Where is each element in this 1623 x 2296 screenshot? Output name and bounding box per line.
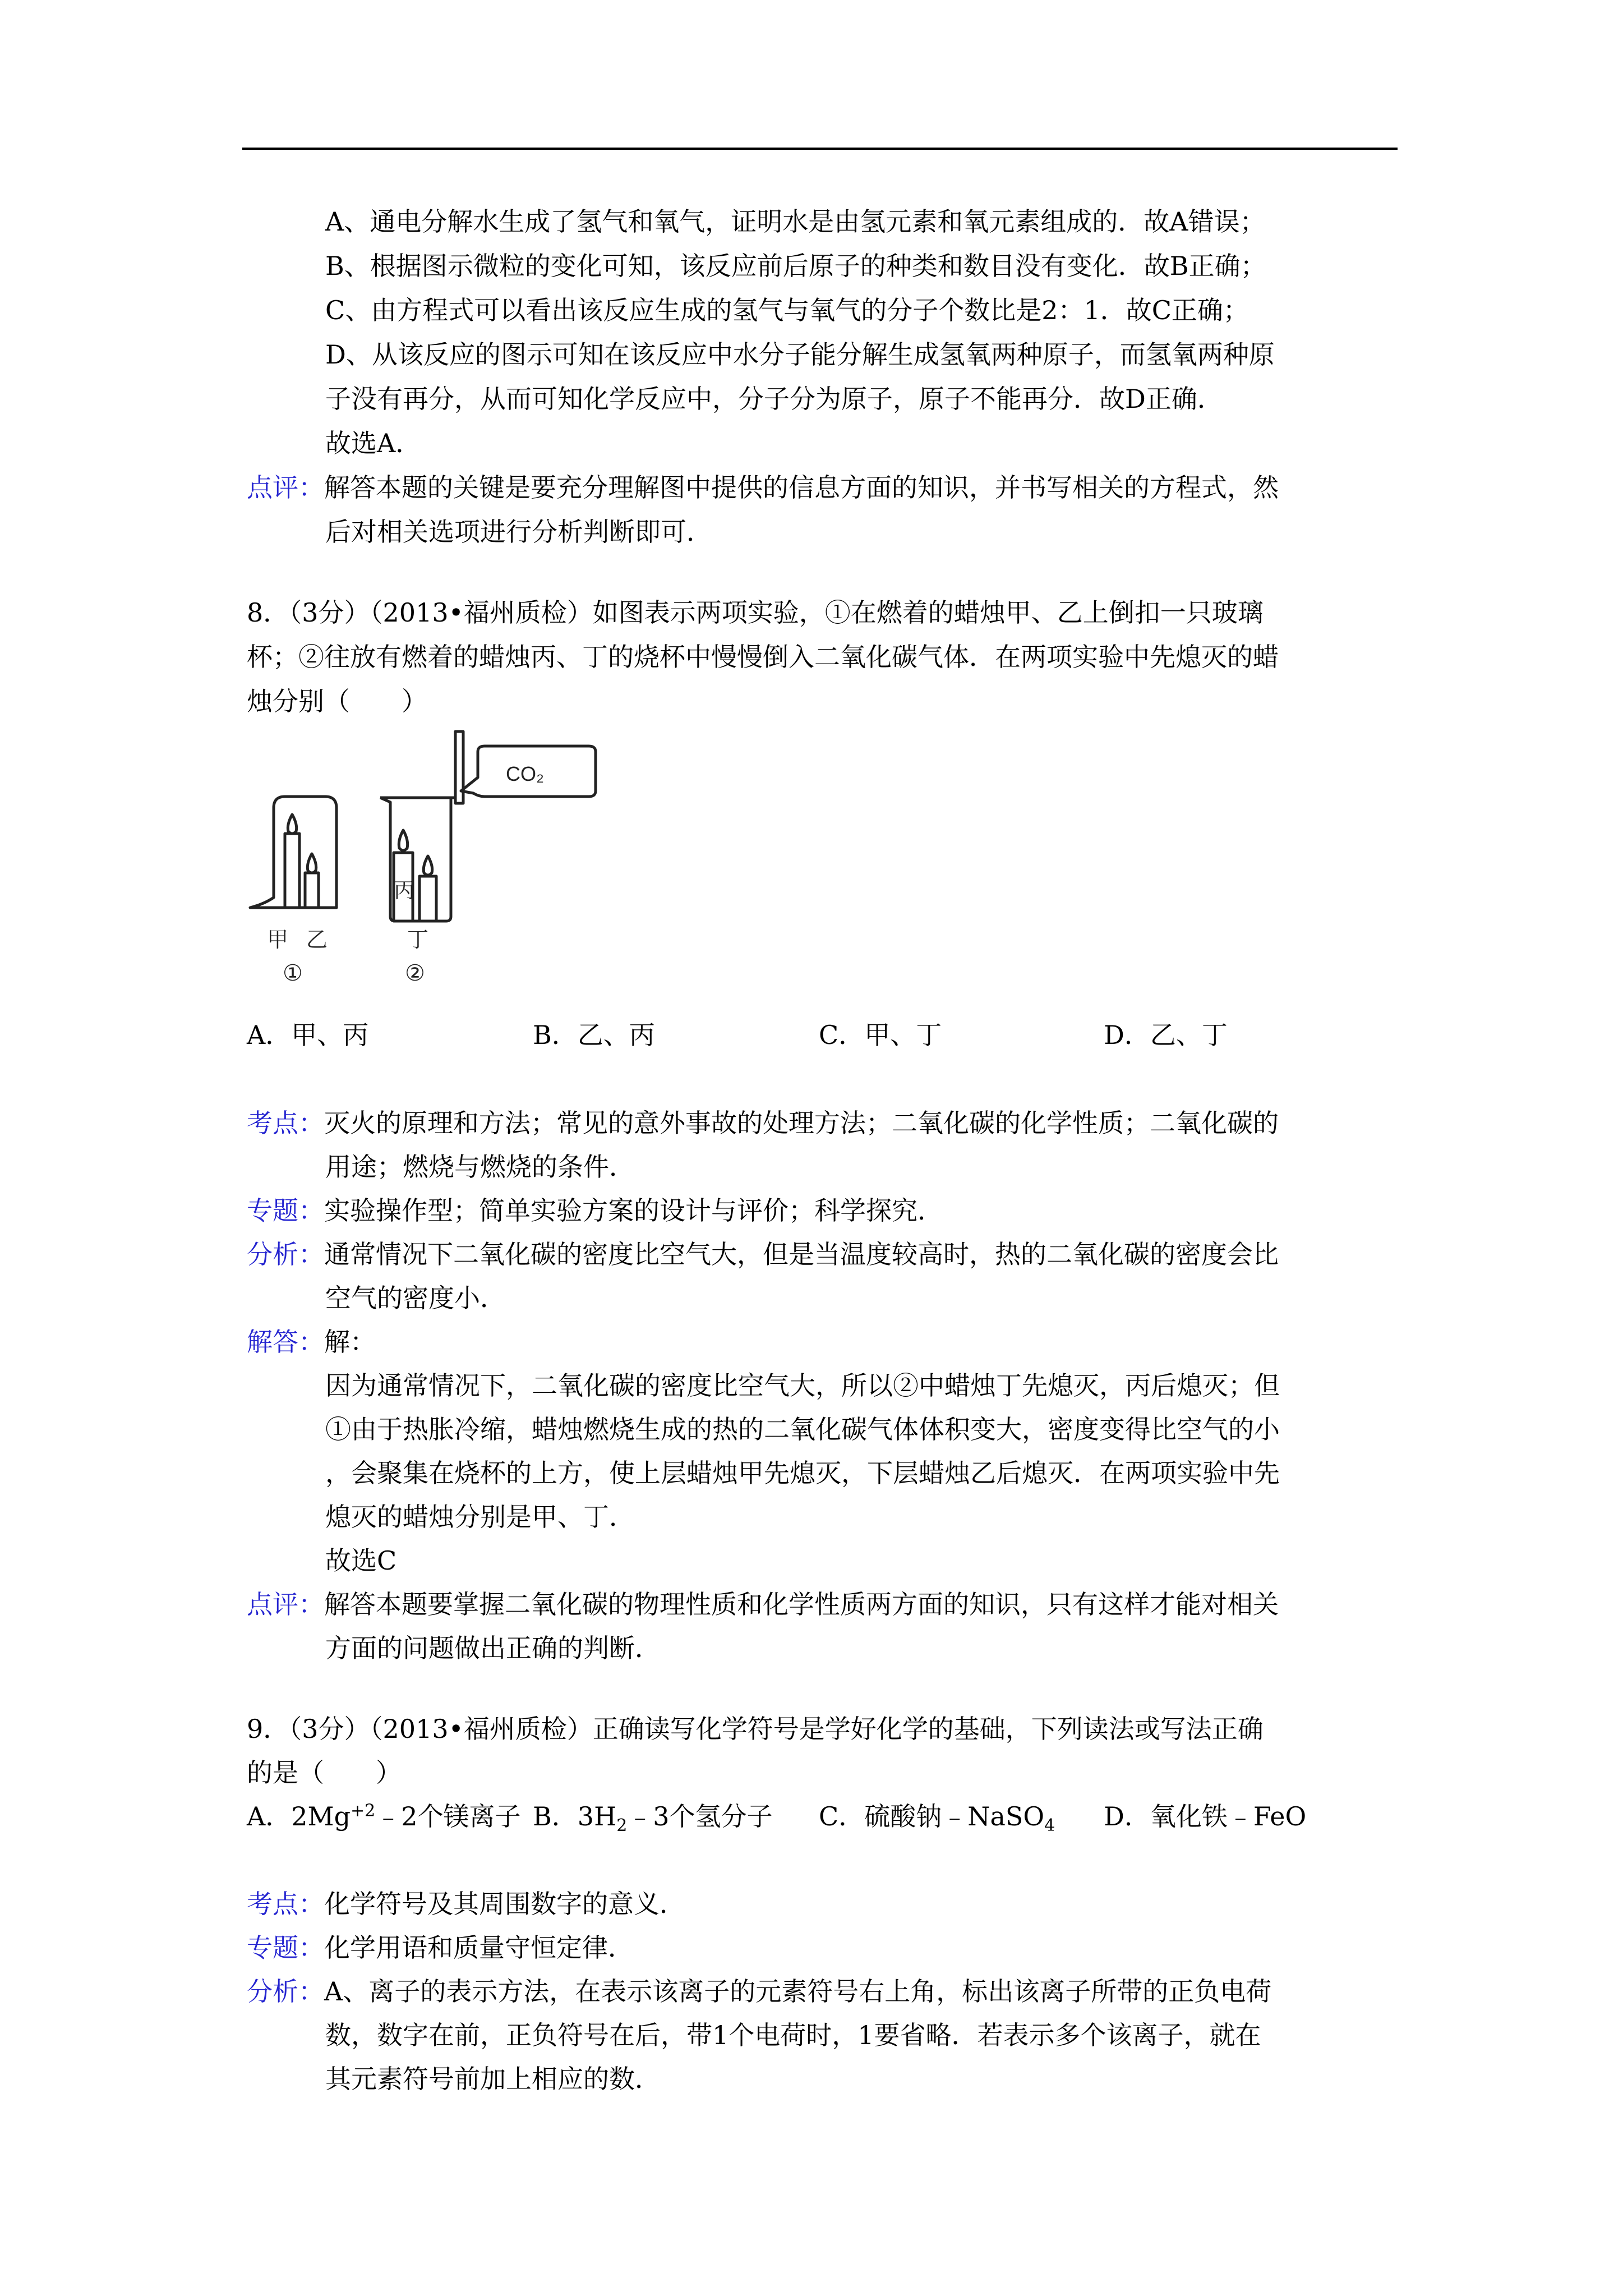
kaodian-label: 考点：: [247, 1889, 324, 1919]
flame-yi: [307, 854, 316, 873]
inverted-glass: [250, 797, 336, 908]
sol7-d1: D、从该反应的图示可知在该反应中水分子能分解生成氢氧两种原子，而氢氧两种原: [325, 339, 1275, 370]
q8-fenxi: [247, 1237, 1279, 1271]
q9-line2: 的是（ ）: [247, 1757, 402, 1788]
q9-fenxi: [247, 1975, 1271, 2008]
zhuanti-label: 专题：: [247, 1932, 324, 1963]
q8-jieda1: 因为通常情况下，二氧化碳的密度比空气大，所以②中蜡烛丁先熄灭，丙后熄灭；但: [325, 1370, 1280, 1401]
yi-label: 乙: [306, 927, 328, 952]
zhuanti-text: 化学用语和质量守恒定律．: [324, 1932, 634, 1963]
candle-ding: [419, 876, 436, 921]
q8-comment: [247, 1588, 1279, 1621]
kaodian-text: 化学符号及其周围数字的意义．: [324, 1889, 685, 1919]
q8-zhuanti: [247, 1194, 943, 1227]
q8-jieda: [247, 1325, 376, 1359]
q9-kaodian: [247, 1887, 685, 1921]
q8-fenxi2: 空气的密度小．: [325, 1283, 506, 1313]
flame-ding: [423, 856, 432, 875]
q9-option-b-reading: ﹣3个氢分子: [627, 1801, 773, 1832]
sol7-b: B、根据图示微粒的变化可知，该反应前后原子的种类和数目没有变化．故B正确；: [325, 251, 1266, 281]
q9-option-a-reading: ﹣2个镁离子: [375, 1801, 521, 1832]
experiment-figure: [247, 729, 617, 993]
q8-line3: 烛分别（ ）: [247, 686, 427, 716]
fenxi-label: 分析：: [247, 1239, 324, 1269]
candle-yi: [305, 873, 319, 908]
fenxi-text: A、离子的表示方法，在表示该离子的元素符号右上角，标出该离子所带的正负电荷: [324, 1976, 1272, 2007]
sol7-comment2: 后对相关选项进行分析判断即可．: [325, 517, 712, 547]
q9-option-c-subscript: 4: [1044, 1816, 1055, 1836]
candle-jia: [285, 834, 299, 908]
comment-text: 解答本题要掌握二氧化碳的物理性质和化学性质两方面的知识，只有这样才能对相关: [324, 1589, 1279, 1619]
comment-text: 解答本题的关键是要充分理解图中提供的信息方面的知识，并书写相关的方程式，然: [324, 472, 1279, 503]
q9-fenxi3: 其元素符号前加上相应的数．: [325, 2064, 661, 2094]
q9-option-b-subscript: 2: [616, 1816, 628, 1836]
header-rule: [242, 148, 1398, 150]
kaodian-label: 考点：: [247, 1108, 324, 1138]
exp1-label: ①: [283, 960, 303, 986]
fenxi-label: 分析：: [247, 1976, 324, 2007]
q8-option-b: B．乙、丙: [533, 1020, 655, 1050]
fenxi-text: 通常情况下二氧化碳的密度比空气大，但是当温度较高时，热的二氧化碳的密度会比: [324, 1239, 1279, 1269]
sol7-choice: 故选A．: [325, 428, 422, 458]
comment-label: 点评：: [247, 1589, 324, 1619]
exp2-label: ②: [405, 960, 425, 986]
q8-line2: 杯；②往放有燃着的蜡烛丙、丁的烧杯中慢慢倒入二氧化碳气体．在两项实验中先熄灭的蜡: [247, 642, 1279, 672]
q8-comment2: 方面的问题做出正确的判断．: [325, 1633, 661, 1663]
beaker: [380, 798, 451, 921]
q8-kaodian: [247, 1106, 1279, 1140]
jieda-text: 解：: [324, 1327, 376, 1357]
zhuanti-label: 专题：: [247, 1195, 324, 1226]
q9-option-a-formula: A．2Mg: [247, 1801, 351, 1832]
sol7-a: A、通电分解水生成了氢气和氧气，证明水是由氢元素和氧元素组成的．故A错误；: [325, 206, 1266, 237]
jia-label: 甲: [267, 927, 289, 952]
bing-label: 丙: [394, 878, 416, 903]
q9-line1: 9．（3分）（2013•福州质检）正确读写化学符号是学好化学的基础，下列读法或写法正确: [247, 1714, 1264, 1744]
flame-jia: [288, 815, 296, 834]
q8-jieda4: 熄灭的蜡烛分别是甲、丁．: [325, 1502, 635, 1532]
sol7-d2: 子没有再分，从而可知化学反应中，分子分为原子，原子不能再分．故D正确．: [325, 384, 1223, 414]
q8-option-a: A．甲、丙: [247, 1020, 369, 1050]
sol7-comment: [247, 471, 1279, 504]
q9-option-c-formula: C．硫酸钠﹣NaSO: [819, 1801, 1045, 1832]
q9-fenxi2: 数，数字在前，正负符号在后，带1个电荷时，1要省略．若表示多个该离子，就在: [325, 2020, 1261, 2050]
q8-option-c: C．甲、丁: [819, 1020, 942, 1050]
sol7-c: C、由方程式可以看出该反应生成的氢气与氧气的分子个数比是2：1．故C正确；: [325, 295, 1249, 325]
kaodian-text: 灭火的原理和方法；常见的意外事故的处理方法；二氧化碳的化学性质；二氧化碳的: [324, 1108, 1279, 1138]
comment-label: 点评：: [247, 472, 324, 503]
q8-jieda3: ，会聚集在烧杯的上方，使上层蜡烛甲先熄灭，下层蜡烛乙后熄灭．在两项实验中先: [325, 1458, 1280, 1488]
q9-option-d: D．氧化铁﹣FeO: [1104, 1801, 1307, 1832]
q8-line1: 8．（3分）（2013•福州质检）如图表示两项实验，①在燃着的蜡烛甲、乙上倒扣一只玻璃: [247, 597, 1264, 628]
ding-label: 丁: [407, 927, 429, 952]
q8-choice: 故选C: [325, 1545, 397, 1576]
co2-label: CO₂: [506, 762, 544, 785]
q9-option-b-formula: B．3H: [533, 1801, 617, 1832]
q9-option-b: [533, 1800, 773, 1836]
q9-option-a-charge: +2: [351, 1801, 376, 1821]
q9-option-c: [819, 1800, 1055, 1836]
zhuanti-text: 实验操作型；简单实验方案的设计与评价；科学探究．: [324, 1195, 943, 1226]
q9-option-a: [247, 1800, 521, 1833]
q8-option-d: D．乙、丁: [1104, 1020, 1228, 1050]
q8-kaodian2: 用途；燃烧与燃烧的条件．: [325, 1152, 635, 1182]
flame-bing: [399, 830, 407, 850]
jieda-label: 解答：: [247, 1327, 324, 1357]
q8-jieda2: ①由于热胀冷缩，蜡烛燃烧生成的热的二氧化碳气体体积变大，密度变得比空气的小: [325, 1414, 1280, 1444]
q9-zhuanti: [247, 1931, 634, 1964]
